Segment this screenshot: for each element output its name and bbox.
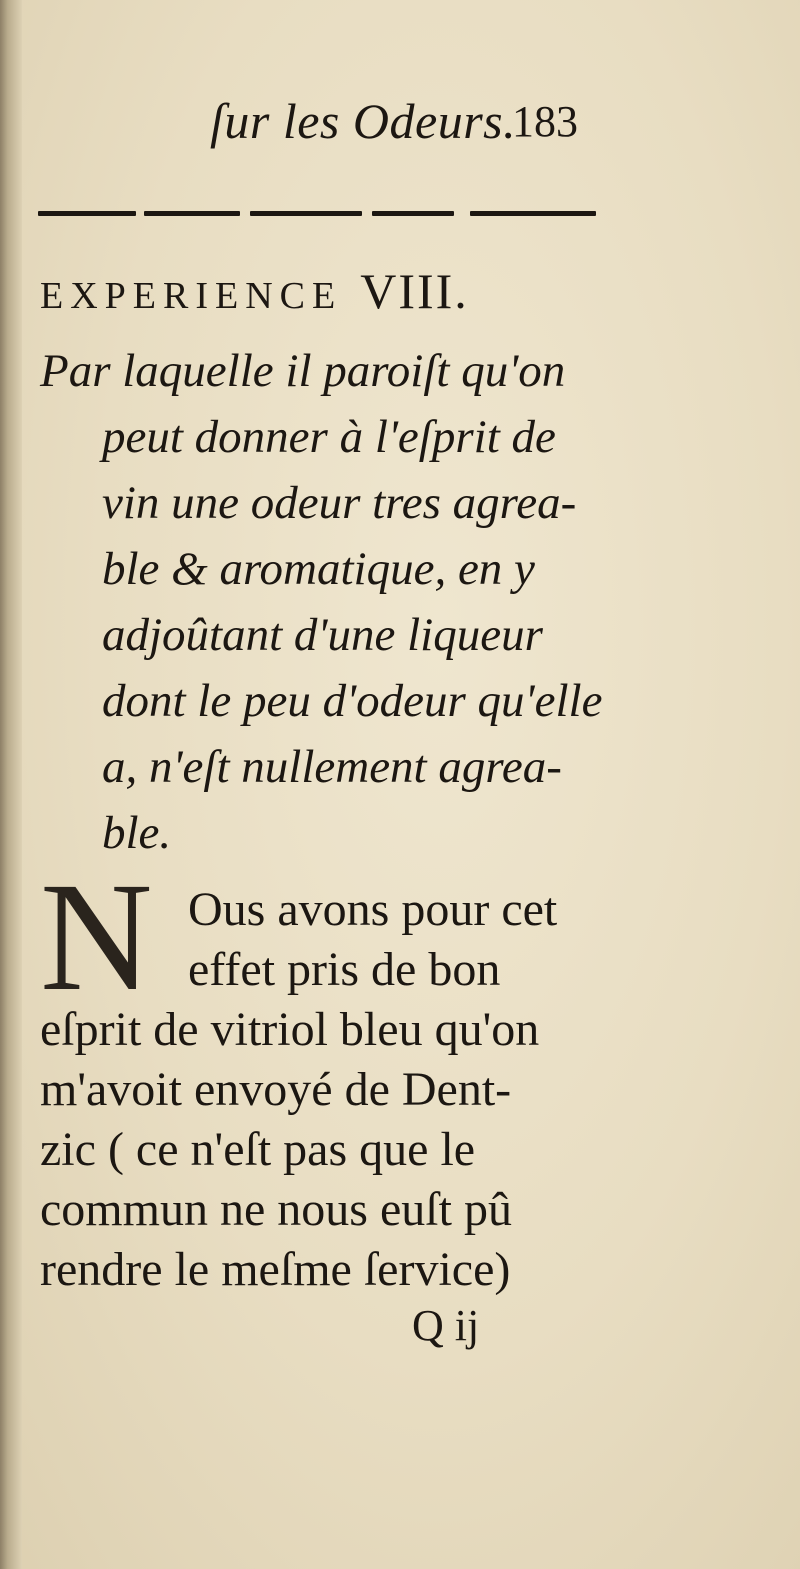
section-summary [40, 338, 620, 866]
body-line: rendre le meſme ſervice) [40, 1243, 511, 1296]
running-head [210, 92, 630, 162]
body-line: m'avoit envoyé de Dent- [40, 1063, 512, 1116]
body-line: Ous avons pour cet [188, 883, 558, 936]
summary-line: adjoûtant d'une liqueur [102, 609, 543, 661]
page-number: 183 [512, 97, 578, 146]
body-paragraph [40, 880, 600, 1300]
summary-line: a, n'eſt nullement agrea- [102, 741, 562, 793]
body-line: eſprit de vitriol bleu qu'on [40, 1003, 540, 1056]
binding-gutter [0, 0, 22, 1569]
summary-line: Par laquelle il paroiſt qu'on [40, 345, 566, 397]
summary-line: vin une odeur tres agrea- [102, 477, 577, 529]
heading-numeral: VIII. [360, 263, 469, 319]
summary-line: ble & aromatique, en y [102, 543, 535, 595]
running-title: ſur les Odeurs. [210, 93, 517, 149]
drop-cap: N [40, 850, 153, 1023]
body-line: effet pris de bon [188, 943, 501, 996]
body-line: commun ne nous euſt pû [40, 1183, 512, 1236]
ornamental-rule [38, 206, 586, 220]
section-heading [40, 262, 600, 320]
body-line: zic ( ce n'eſt pas que le [40, 1123, 476, 1176]
summary-line: ble. [102, 807, 172, 859]
summary-line: dont le peu d'odeur qu'elle [102, 675, 603, 727]
heading-label: EXPERIENCE [40, 275, 343, 317]
summary-line: peut donner à l'eſprit de [102, 411, 556, 463]
signature-mark: Q ij [412, 1301, 480, 1350]
